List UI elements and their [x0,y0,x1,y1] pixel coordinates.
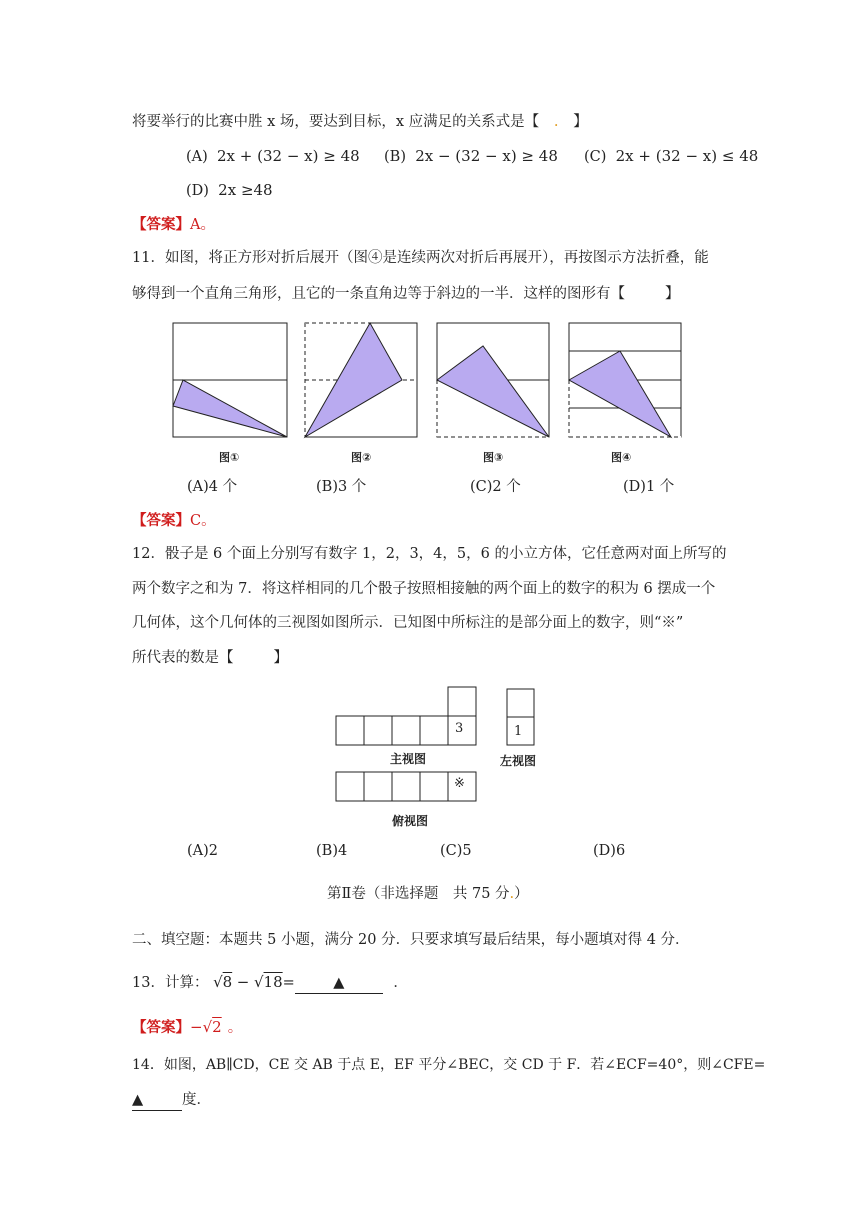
q14-answer-blank: ▲ [132,1090,182,1111]
answer-sign: − [190,1018,203,1036]
sqrt-8: √8 [213,973,233,991]
q14-stem-line1: 14．如图，AB∥CD，CE 交 AB 于点 E，EF 平分∠BEC，交 CD 于 F．若∠ECF=40°，则∠CFE= [132,1057,766,1073]
top-view-symbol: ※ [454,776,465,791]
option-label: (C) [584,149,607,165]
front-view-caption: 主视图 [390,752,427,766]
q11-stem-line1: 11．如图，将正方形对折后展开（图④是连续两次对折后再展开），再按图示方法折叠，能 [132,250,709,266]
fig4-triangle [569,351,671,437]
q10-stem-text: 将要举行的比赛中胜 x 场，要达到目标，x 应满足的关系式是【 [132,114,540,130]
section2-title-text: 第Ⅱ卷（非选择题 共 75 分 [327,886,510,902]
option-expr: 2x + (32 − x) ≤ 48 [615,147,759,165]
answer-value: A。 [190,217,215,233]
q13-stem-text: 13．计算： [132,975,209,991]
q12-stem-close: 】 [273,650,288,666]
q13-end: ． [393,975,408,991]
q10-option-c [584,146,758,167]
q10-blank: . [553,114,559,130]
q12-stem-line1: 12．骰子是 6 个面上分别写有数字 1，2，3，4，5，6 的小立方体，它任意两对面上所写的 [132,546,727,562]
q11-figures [0,316,865,476]
answer-end: 。 [227,1020,243,1036]
q12-option-b: (B)4 [316,843,348,859]
q11-stem-text: 够得到一个直角三角形，且它的一条直角边等于斜边的一半．这样的图形有【 [132,286,625,302]
fig2-caption: 图② [351,451,372,464]
left-view-number: 1 [514,724,523,739]
fig3-caption: 图③ [483,451,504,464]
q10-answer [132,215,215,235]
section2-intro: 二、填空题：本题共 5 小题，满分 20 分．只要求填写最后结果，每小题填对得 4 分． [132,932,690,948]
answer-label: 【答案】 [132,513,190,529]
minus-sign: − [236,973,250,991]
top-view-caption: 俯视图 [392,814,429,828]
section2-title [327,884,529,904]
option-label: (B) [384,149,406,165]
q12-stem-text: 所代表的数是【 [132,650,234,666]
option-expr: 2x ≥48 [218,181,273,199]
fig4 [569,323,681,437]
q10-option-d [186,180,273,201]
q13-stem [132,972,408,994]
option-expr: 2x − (32 − x) ≥ 48 [415,147,558,165]
option-label: (D) [186,183,209,199]
fig1-caption: 图① [219,451,240,464]
q12-option-d: (D)6 [593,843,626,859]
q12-stem-line3: 几何体，这个几何体的三视图如图所示．已知图中所标注的是部分面上的数字，则“※” [132,615,684,631]
q11-stem-line2 [132,284,680,304]
q13-answer [132,1017,242,1038]
answer-label: 【答案】 [132,1020,190,1036]
fig3-triangle [437,346,549,437]
q12-option-a: (A)2 [187,843,219,859]
answer-sqrt: √2 [202,1018,222,1036]
option-expr: 2x + (32 − x) ≥ 48 [217,147,360,165]
fig1 [173,323,287,437]
q13-answer-blank: ▲ [295,973,383,994]
fig2 [305,323,417,437]
q10-option-a [186,146,360,167]
option-label: (A) [186,149,208,165]
q12-stem-line4 [132,648,288,668]
front-view-number: 3 [455,721,464,736]
q14-stem-end: 度． [182,1092,211,1108]
q11-option-d: (D)1 个 [623,479,675,495]
q10-stem [132,112,588,132]
q12-three-views [0,685,865,835]
fig4-caption: 图④ [611,451,632,464]
fig3 [437,323,549,437]
q11-answer [132,511,216,531]
q11-stem-close: 】 [665,286,680,302]
section2-mark: . [509,886,515,902]
q14-stem-line2 [132,1090,211,1111]
q12-stem-line2: 两个数字之和为 7．将这样相同的几个骰子按照相接触的两个面上的数字的积为 6 摆成一个 [132,581,716,597]
left-view-caption: 左视图 [500,754,537,768]
q10-option-b [384,146,558,167]
section2-title-close: ） [514,886,529,902]
answer-value: C。 [190,513,216,529]
fig1-triangle [173,380,287,437]
sqrt-18: √18 [253,973,283,991]
answer-label: 【答案】 [132,217,190,233]
q11-option-b: (B)3 个 [316,479,367,495]
q11-option-a: (A)4 个 [187,479,238,495]
q11-option-c: (C)2 个 [470,479,521,495]
q10-stem-close: 】 [573,114,588,130]
equals-sign: = [282,975,295,991]
q12-option-c: (C)5 [440,843,472,859]
